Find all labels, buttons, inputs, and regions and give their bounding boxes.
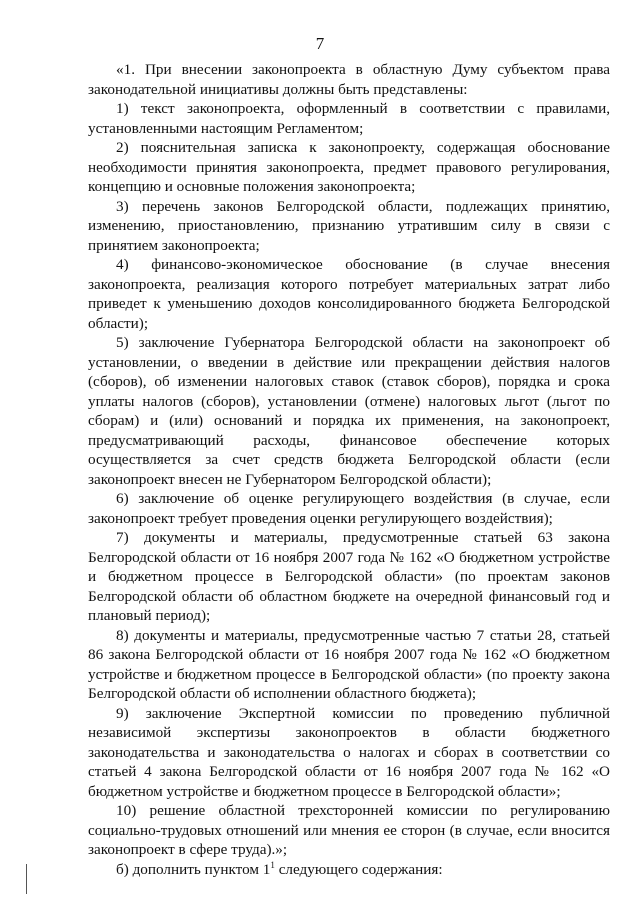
- list-item-8: 8) документы и материалы, предусмотренные частью 7 статьи 28, статьей 86 закона Белгородской области от 16 ноября 2007 года № 162 «О бюджетном устройстве и бюджетном процессе в Белгородской области» (по проекту закона Белгородской области об исполнении областного бюджета);: [88, 626, 610, 702]
- amendment-line: [88, 860, 610, 880]
- paragraph-intro: «1. При внесении законопроекта в областную Думу субъектом права законодательной инициативы должны быть представлены:: [88, 61, 610, 98]
- list-item-1: 1) текст законопроекта, оформленный в соответствии с правилами, установленными настоящим Регламентом;: [88, 100, 610, 137]
- list-item-4: 4) финансово-экономическое обоснование (в случае внесения законопроекта, реализация которого потребует материальных затрат либо приведет к уменьшению доходов консолидированного бюджета Белгородской области);: [88, 256, 610, 332]
- amendment-superscript: 1: [270, 859, 275, 870]
- amendment-text-after: следующего содержания:: [274, 860, 443, 878]
- list-item-5: 5) заключение Губернатора Белгородской области на законопроект об установлении, о введении в действие или прекращении действия налогов (сборов), об изменении налоговых ставок (ставок сборов), порядка и срока уплаты налогов (сборов), установлении (отмене) налоговых льгот (льгот по сборам) и (или) оснований и порядка их применения, на законопроект, предусматривающий расходы, финансовое обеспечение которых осуществляется за счет средств бюджета Белгородской области (если законопроект внесен не Губернатором Белгородской области);: [88, 334, 610, 488]
- scan-edge-mark: [26, 864, 27, 894]
- amendment-text-before: б) дополнить пунктом 1: [116, 860, 271, 878]
- list-item-7: 7) документы и материалы, предусмотренные статьей 63 закона Белгородской области от 16 ноября 2007 года № 162 «О бюджетном устройстве и бюджетном процессе в Белгородской области» (по проектам законов Белгородской области об областном бюджете на очередной финансовый год и плановый период);: [88, 529, 610, 624]
- list-item-9: 9) заключение Экспертной комиссии по проведению публичной независимой экспертизы законопроектов в области бюджетного законодательства и законодательства о налогах и сборах в соответствии со статьей 4 закона Белгородской области от 16 ноября 2007 года № 162 «О бюджетном устройстве и бюджетном процессе в Белгородской области»;: [88, 704, 610, 800]
- list-item-2: 2) пояснительная записка к законопроекту, содержащая обоснование необходимости принятия законопроекта, предмет правового регулирования, концепцию и основные положения законопроекта;: [88, 139, 610, 195]
- list-item-3: 3) перечень законов Белгородской области, подлежащих принятию, изменению, приостановлению, признанию утратившим силу в связи с принятием законопроекта;: [88, 197, 610, 254]
- list-item-10: 10) решение областной трехсторонней комиссии по регулированию социально-трудовых отношений или мнения ее сторон (в случае, если вносится законопроект в сфере труда).»;: [88, 802, 610, 858]
- page-number: 7: [315, 34, 325, 53]
- document-body: [88, 60, 610, 879]
- list-item-6: 6) заключение об оценке регулирующего воздействия (в случае, если законопроект требует проведения оценки регулирующего воздействия);: [88, 490, 610, 527]
